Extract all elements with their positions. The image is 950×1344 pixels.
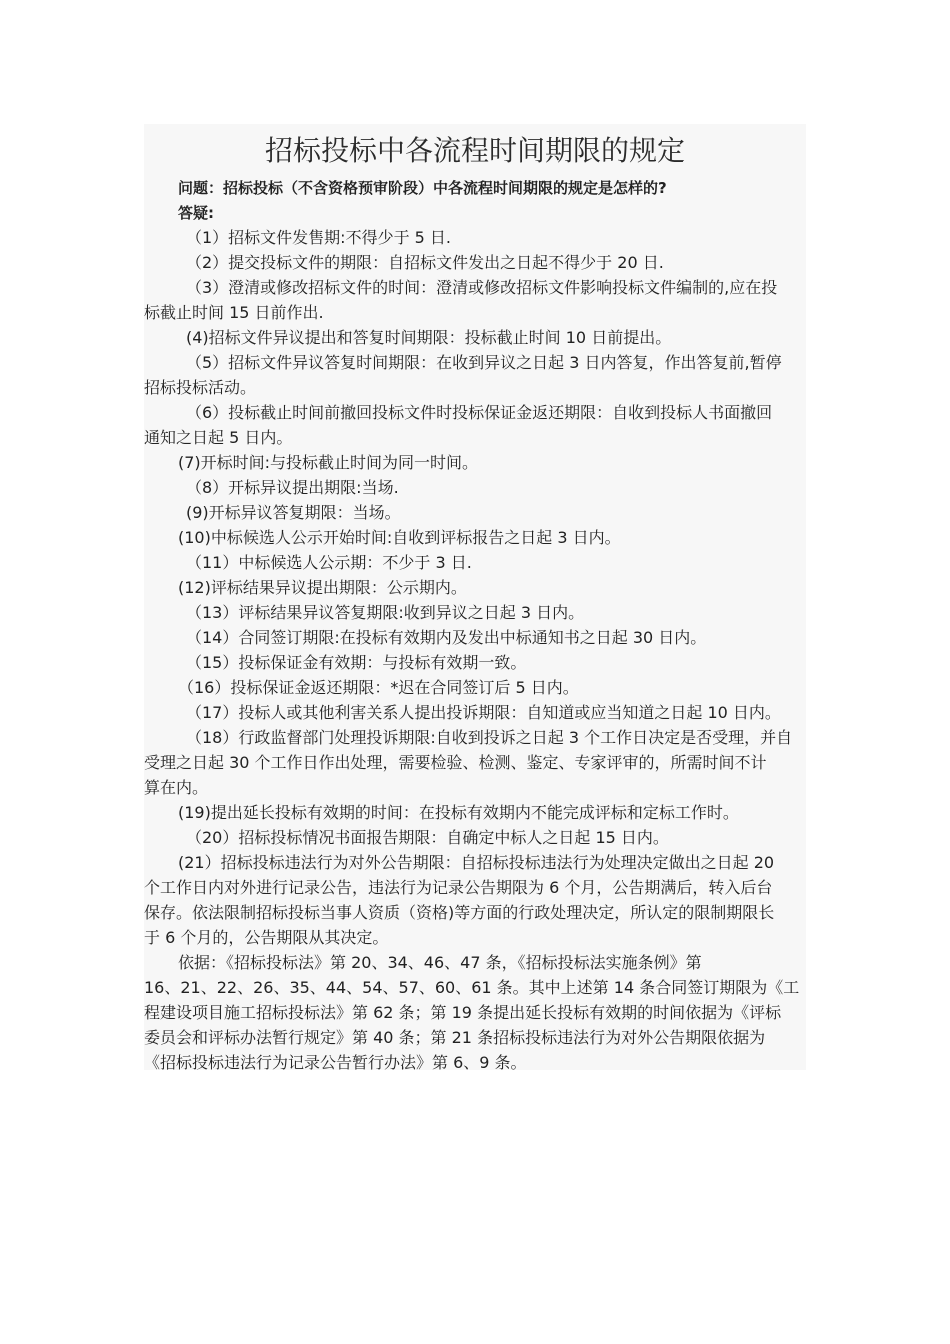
answer-line: (12)评标结果异议提出期限：公示期内。	[178, 578, 467, 597]
document-panel	[144, 124, 806, 1070]
question-text: 问题：招标投标（不含资格预审阶段）中各流程时间期限的规定是怎样的?	[178, 179, 667, 197]
answer-line: 个工作日内对外进行记录公告，违法行为记录公告期限为 6 个月，公告期满后，转入后台	[144, 878, 773, 897]
answer-line: (7)开标时间:与投标截止时间为同一时间。	[178, 453, 479, 472]
answer-line: (21）招标投标违法行为对外公告期限：自招标投标违法行为处理决定做出之日起 20	[178, 853, 775, 872]
answer-line: 标截止时间 15 日前作出.	[144, 303, 324, 322]
answer-line: 受理之日起 30 个工作日作出处理，需要检验、检测、鉴定、专家评审的，所需时间不计	[144, 753, 767, 772]
answer-line: 依据：《招标投标法》第 20、34、46、47 条，《招标投标法实施条例》第	[178, 953, 702, 972]
answer-line: （16）投标保证金返还期限：*迟在合同签订后 5 日内。	[178, 678, 579, 697]
answer-line: （15）投标保证金有效期：与投标有效期一致。	[186, 653, 527, 672]
answer-line: 程建设项目施工招标投标法》第 62 条；第 19 条提出延长投标有效期的时间依据为《评标	[144, 1003, 782, 1022]
answer-line: (9)开标异议答复期限：当场。	[186, 503, 401, 522]
answer-line: (10)中标候选人公示开始时间:自收到评标报告之日起 3 日内。	[178, 528, 621, 547]
document-title: 招标投标中各流程时间期限的规定	[264, 134, 685, 167]
answer-line: 保存。依法限制招标投标当事人资质（资格)等方面的行政处理决定，所认定的限制期限长	[144, 903, 775, 922]
answer-line: (19)提出延长投标有效期的时间：在投标有效期内不能完成评标和定标工作时。	[178, 803, 739, 822]
answer-line: （18）行政监督部门处理投诉期限:自收到投诉之日起 3 个工作日决定是否受理，并自	[186, 728, 793, 747]
answer-line: （5）招标文件异议答复时间期限：在收到异议之日起 3 日内答复，作出答复前,暂停	[186, 353, 782, 372]
answer-line: （17）投标人或其他利害关系人提出投诉期限：自知道或应当知道之日起 10 日内。	[186, 703, 781, 722]
answer-line: （11）中标候选人公示期：不少于 3 日.	[186, 553, 472, 572]
answer-line: 通知之日起 5 日内。	[144, 428, 293, 447]
answer-line: 算在内。	[144, 778, 209, 797]
answer-line: （8）开标异议提出期限:当场.	[186, 478, 399, 497]
answer-line: （20）招标投标情况书面报告期限：自确定中标人之日起 15 日内。	[186, 828, 669, 847]
answer-line: 招标投标活动。	[144, 378, 257, 397]
answer-line: （1）招标文件发售期:不得少于 5 日.	[186, 228, 452, 247]
answer-line: （3）澄清或修改招标文件的时间：澄清或修改招标文件影响投标文件编制的,应在投	[186, 278, 778, 297]
answer-line: （13）评标结果异议答复期限:收到异议之日起 3 日内。	[186, 603, 585, 622]
answer-line: 于 6 个月的，公告期限从其决定。	[144, 928, 389, 947]
answer-line: 委员会和评标办法暂行规定》第 40 条；第 21 条招标投标违法行为对外公告期限依据为	[144, 1028, 766, 1047]
answer-line: （14）合同签订期限:在投标有效期内及发出中标通知书之日起 30 日内。	[186, 628, 707, 647]
answer-line: （2）提交投标文件的期限：自招标文件发出之日起不得少于 20 日.	[186, 253, 664, 272]
answer-line: (4)招标文件异议提出和答复时间期限：投标截止时间 10 日前提出。	[186, 328, 672, 347]
answer-label: 答疑:	[178, 204, 214, 222]
answer-line: （6）投标截止时间前撤回投标文件时投标保证金返还期限：自收到投标人书面撤回	[186, 403, 773, 422]
answer-line: 16、21、22、26、35、44、54、57、60、61 条。其中上述第 14 条合同签订期限为《工	[144, 978, 800, 997]
answer-line: 《招标投标违法行为记录公告暂行办法》第 6、9 条。	[144, 1053, 527, 1072]
